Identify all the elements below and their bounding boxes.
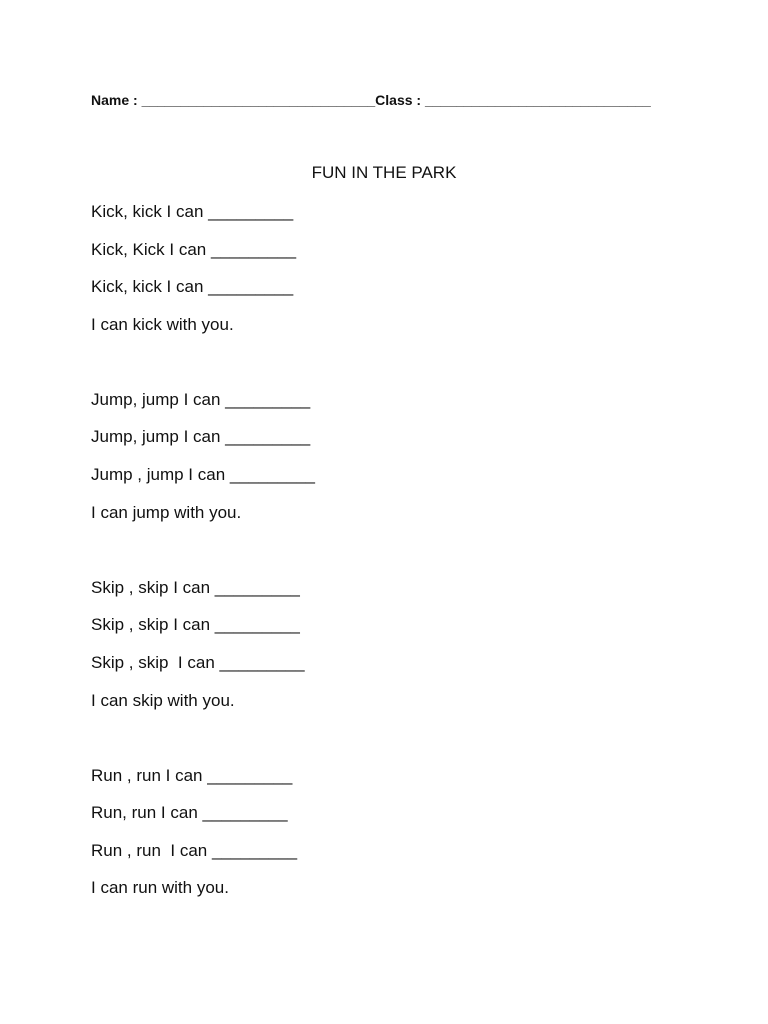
stanza-jump — [91, 388, 315, 538]
poem-line: Jump, jump I can _________ — [91, 427, 311, 447]
poem-line: Kick, kick I can _________ — [91, 277, 294, 297]
poem-line: I can skip with you. — [91, 690, 235, 710]
name-class-line: Name : ______________________________Class : _____________________________ — [91, 92, 651, 108]
stanza-run — [91, 764, 315, 914]
poem-line: Run, run I can _________ — [91, 803, 288, 823]
poem-line: Skip , skip I can _________ — [91, 577, 300, 597]
poem-line: Run , run I can _________ — [91, 765, 293, 785]
poem-line: Skip , skip I can _________ — [91, 615, 300, 635]
poem-line: I can run with you. — [91, 878, 229, 898]
poem-line: I can kick with you. — [91, 314, 234, 334]
poem-line: Skip , skip I can _________ — [91, 652, 305, 672]
worksheet-title: FUN IN THE PARK — [311, 163, 457, 182]
stanza-skip — [91, 576, 315, 726]
poem-line: Kick, Kick I can _________ — [91, 239, 297, 259]
poem-line: Jump , jump I can _________ — [91, 465, 315, 485]
poem-line: I can jump with you. — [91, 502, 242, 522]
poem — [91, 200, 315, 952]
poem-line: Jump, jump I can _________ — [91, 389, 311, 409]
poem-line: Run , run I can _________ — [91, 840, 298, 860]
stanza-kick — [91, 200, 315, 350]
poem-line: Kick, kick I can _________ — [91, 202, 294, 221]
